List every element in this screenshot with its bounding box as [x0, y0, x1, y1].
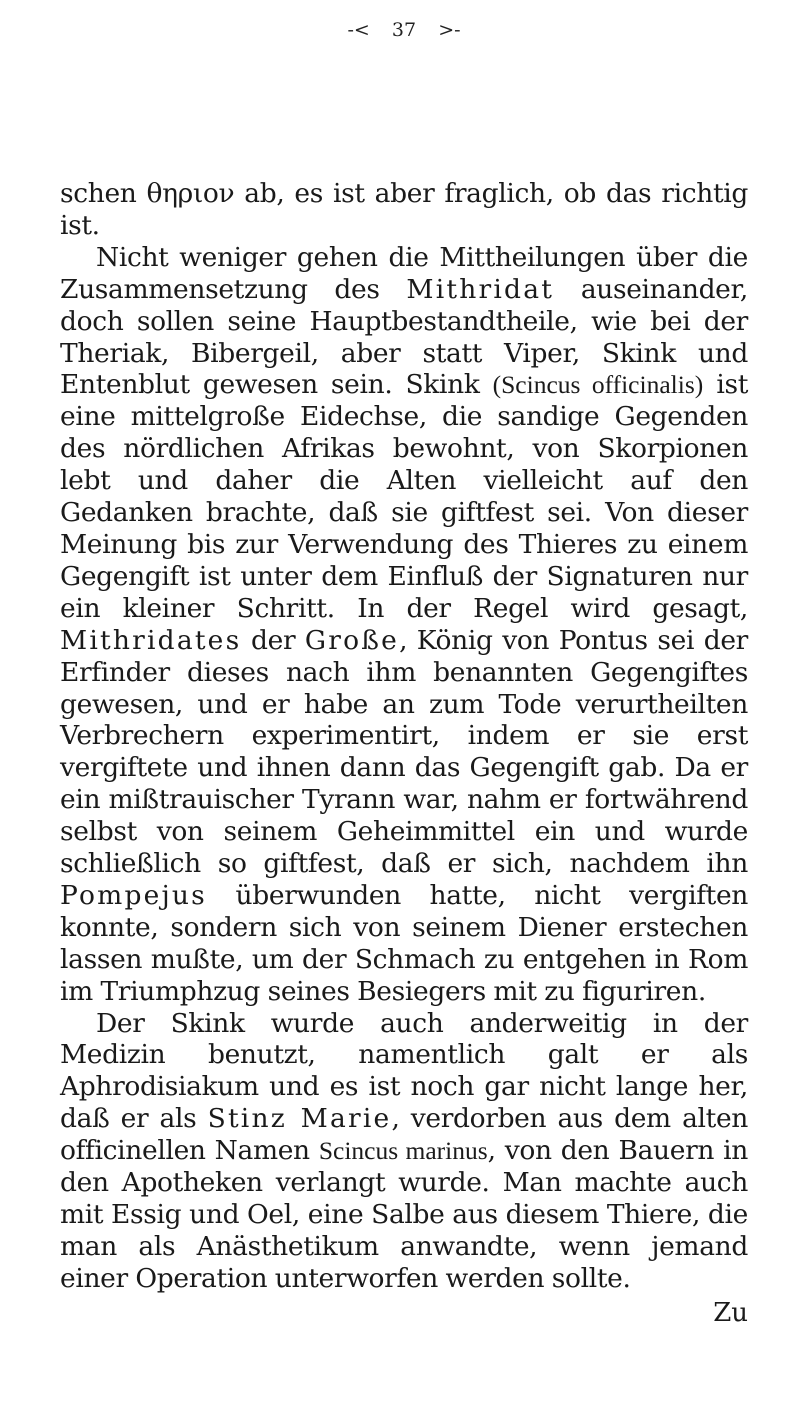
text-segment: Mithridat	[406, 273, 555, 305]
header-right-ornament: >-	[438, 19, 461, 41]
text-segment: Mithridates	[60, 624, 242, 656]
body-text	[60, 178, 748, 1295]
paragraph-p2	[60, 242, 748, 1008]
text-segment: (Scincus officinalis)	[492, 370, 704, 400]
catchword: Zu	[713, 1297, 748, 1328]
text-segment: , von den Bauern in den Apotheken verlangt wurde. Man machte auch mit Essig und Oel, eine Salbe aus diesem Thiere, die man als Anästhetikum anwandte, wenn jemand einer Operation unterworfen werden sollte.	[60, 1135, 748, 1294]
header-left-ornament: -<	[347, 19, 370, 41]
text-segment: schen θηριον ab, es ist aber fraglich, ob das richtig ist.	[60, 178, 748, 241]
text-segment: Der Skink wurde auch anderweitig in der Medizin benutzt, namentlich galt er als Aphrodisiakum und es ist noch gar nicht lange her, daß er als	[60, 1007, 748, 1135]
text-segment: Große	[304, 624, 400, 656]
text-segment: , verdorben aus dem alten officinellen Namen	[60, 1103, 748, 1167]
paragraph-p3	[60, 1008, 748, 1295]
text-segment: Scincus marinus	[318, 1136, 488, 1166]
text-segment: Pompejus	[60, 879, 207, 911]
text-segment: Stinz Marie	[207, 1103, 392, 1135]
text-segment: Nicht weniger gehen die Mittheilungen über die Zusammensetzung des	[60, 241, 748, 305]
page-number: 37	[391, 19, 417, 41]
paragraph-p1	[60, 178, 748, 242]
text-segment: auseinander, doch sollen seine Hauptbestandtheile, wie bei der Theriak, Bibergeil, aber statt Viper, Skink und Entenblut gewesen sein. Skink	[60, 273, 748, 401]
text-segment: überwunden hatte, nicht vergiften konnte, sondern sich von seinem Diener erstechen lassen mußte, um der Schmach zu entgehen in Rom im Triumphzug seines Besiegers mit zu figuriren.	[60, 879, 748, 1007]
page-header	[60, 18, 748, 42]
text-segment: , König von Pontus sei der Erfinder dieses nach ihm benannten Gegengiftes gewesen, und er habe an zum Tode verurtheilten Verbrechern experimentirt, indem er sie erst vergiftete und ihnen dann das Gegengift gab. Da er ein mißtrauischer Tyrann war, nahm er fortwährend selbst von seinem Geheimmittel ein und wurde schließlich so giftfest, daß er sich, nachdem ihn	[60, 624, 748, 880]
text-segment: der	[241, 624, 305, 656]
text-segment: ist eine mittelgroße Eidechse, die sandige Gegenden des nördlichen Afrikas bewohnt, von Skorpionen lebt und daher die Alten vielleicht auf den Gedanken brachte, daß sie giftfest sei. Von dieser Meinung bis zur Verwendung des Thieres zu einem Gegengift ist unter dem Einfluß der Signaturen nur ein kleiner Schritt. In der Regel wird gesagt,	[60, 369, 749, 624]
